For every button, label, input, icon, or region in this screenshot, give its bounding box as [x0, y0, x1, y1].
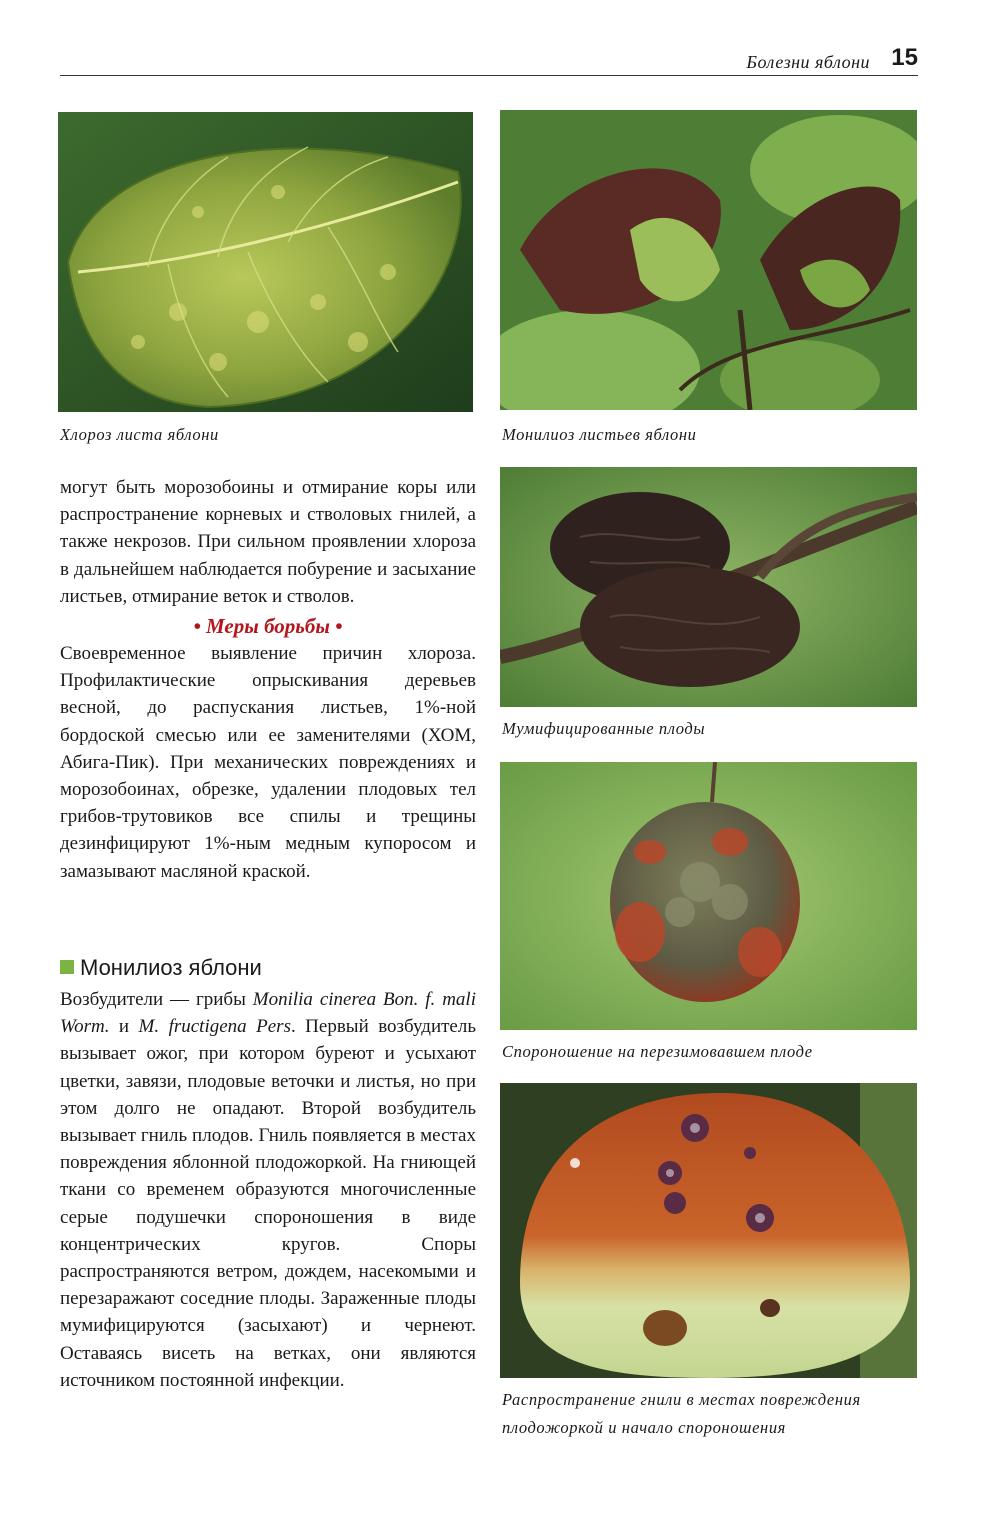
running-title: Болезни яблони: [746, 52, 870, 72]
species-monilia-cinerea: Monilia cinerea Bon. f. mali Worm.: [60, 989, 476, 1038]
caption-rot-spread-line1: Распространение гнили в местах повреждения: [502, 1390, 861, 1409]
paragraph-control-measures: Своевременное выявление причин хлороза. Профилактические опрыскивания деревьев весной, до распускания листьев, 1%-ной бордоской смесью или ее заменителями (ХОМ, Абига-Пик). При механических повреждениях и морозобоинах, обрезке, удалении плодовых тел грибов-трутовиков все спилы и трещины дезинфицируют 1%-ным медным купоросом и замазывают масляной краской.: [60, 643, 476, 882]
body-column-bottom: [60, 986, 476, 1394]
caption-sporulation: Спороношение на перезимовавшем плоде: [502, 1042, 813, 1061]
control-measures-heading: • Меры борьбы •: [193, 614, 343, 639]
caption-leaf-moniliosis: Монилиоз листьев яблони: [502, 425, 697, 444]
section-marker-icon: [60, 960, 74, 974]
photo-leaf-moniliosis: [500, 110, 917, 410]
section-title-moniliosis: [60, 955, 262, 981]
paragraph-chlorosis-end: могут быть морозобоины и отмирание коры или распространение корневых и стволовых гнилей, а также некрозов. При сильном проявлении хлороза в дальнейшем наблюдается побурение и засыхание листьев, отмирание веток и стволов.: [60, 477, 476, 607]
photo-leaf-chlorosis: [58, 112, 473, 412]
body-column-top: [60, 474, 476, 885]
caption-leaf-chlorosis: Хлороз листа яблони: [60, 425, 219, 444]
photo-sporulation: [500, 762, 917, 1030]
page-header: [60, 40, 918, 80]
caption-rot-spread-line2: плодожоркой и начало спороношения: [502, 1418, 786, 1437]
page-number: 15: [891, 44, 918, 71]
species-m-fructigena: M. fructigena Pers: [138, 1016, 291, 1038]
photo-mummified-fruits: [500, 467, 917, 707]
photo-rot-spread: [500, 1083, 917, 1378]
p3-and: и: [109, 1016, 139, 1038]
p3-rest: . Первый возбудитель вызывает ожог, при котором буреют и усыхают цветки, завязи, плодовые веточки и листья, но при этом долго не опадают. Второй возбудитель вызывает гниль плодов. Гниль появляется в местах повреждения яблонной плодожоркой. На гниющей ткани со временем образуются многочисленные серые подушечки спороношения в виде концентрических кругов. Споры распространяются ветром, дождем, насекомыми и перезаражают соседние плоды. Зараженные плоды мумифицируются (засыхают) и чернеют. Оставаясь висеть на ветках, они являются источником постоянной инфекции.: [60, 1016, 477, 1391]
p3-intro: Возбудители — грибы: [60, 989, 253, 1010]
caption-mummified-fruits: Мумифицированные плоды: [502, 719, 706, 738]
header-rule: [60, 75, 918, 76]
section-title-text: Монилиоз яблони: [80, 955, 262, 980]
paragraph-moniliosis: [60, 986, 476, 1394]
